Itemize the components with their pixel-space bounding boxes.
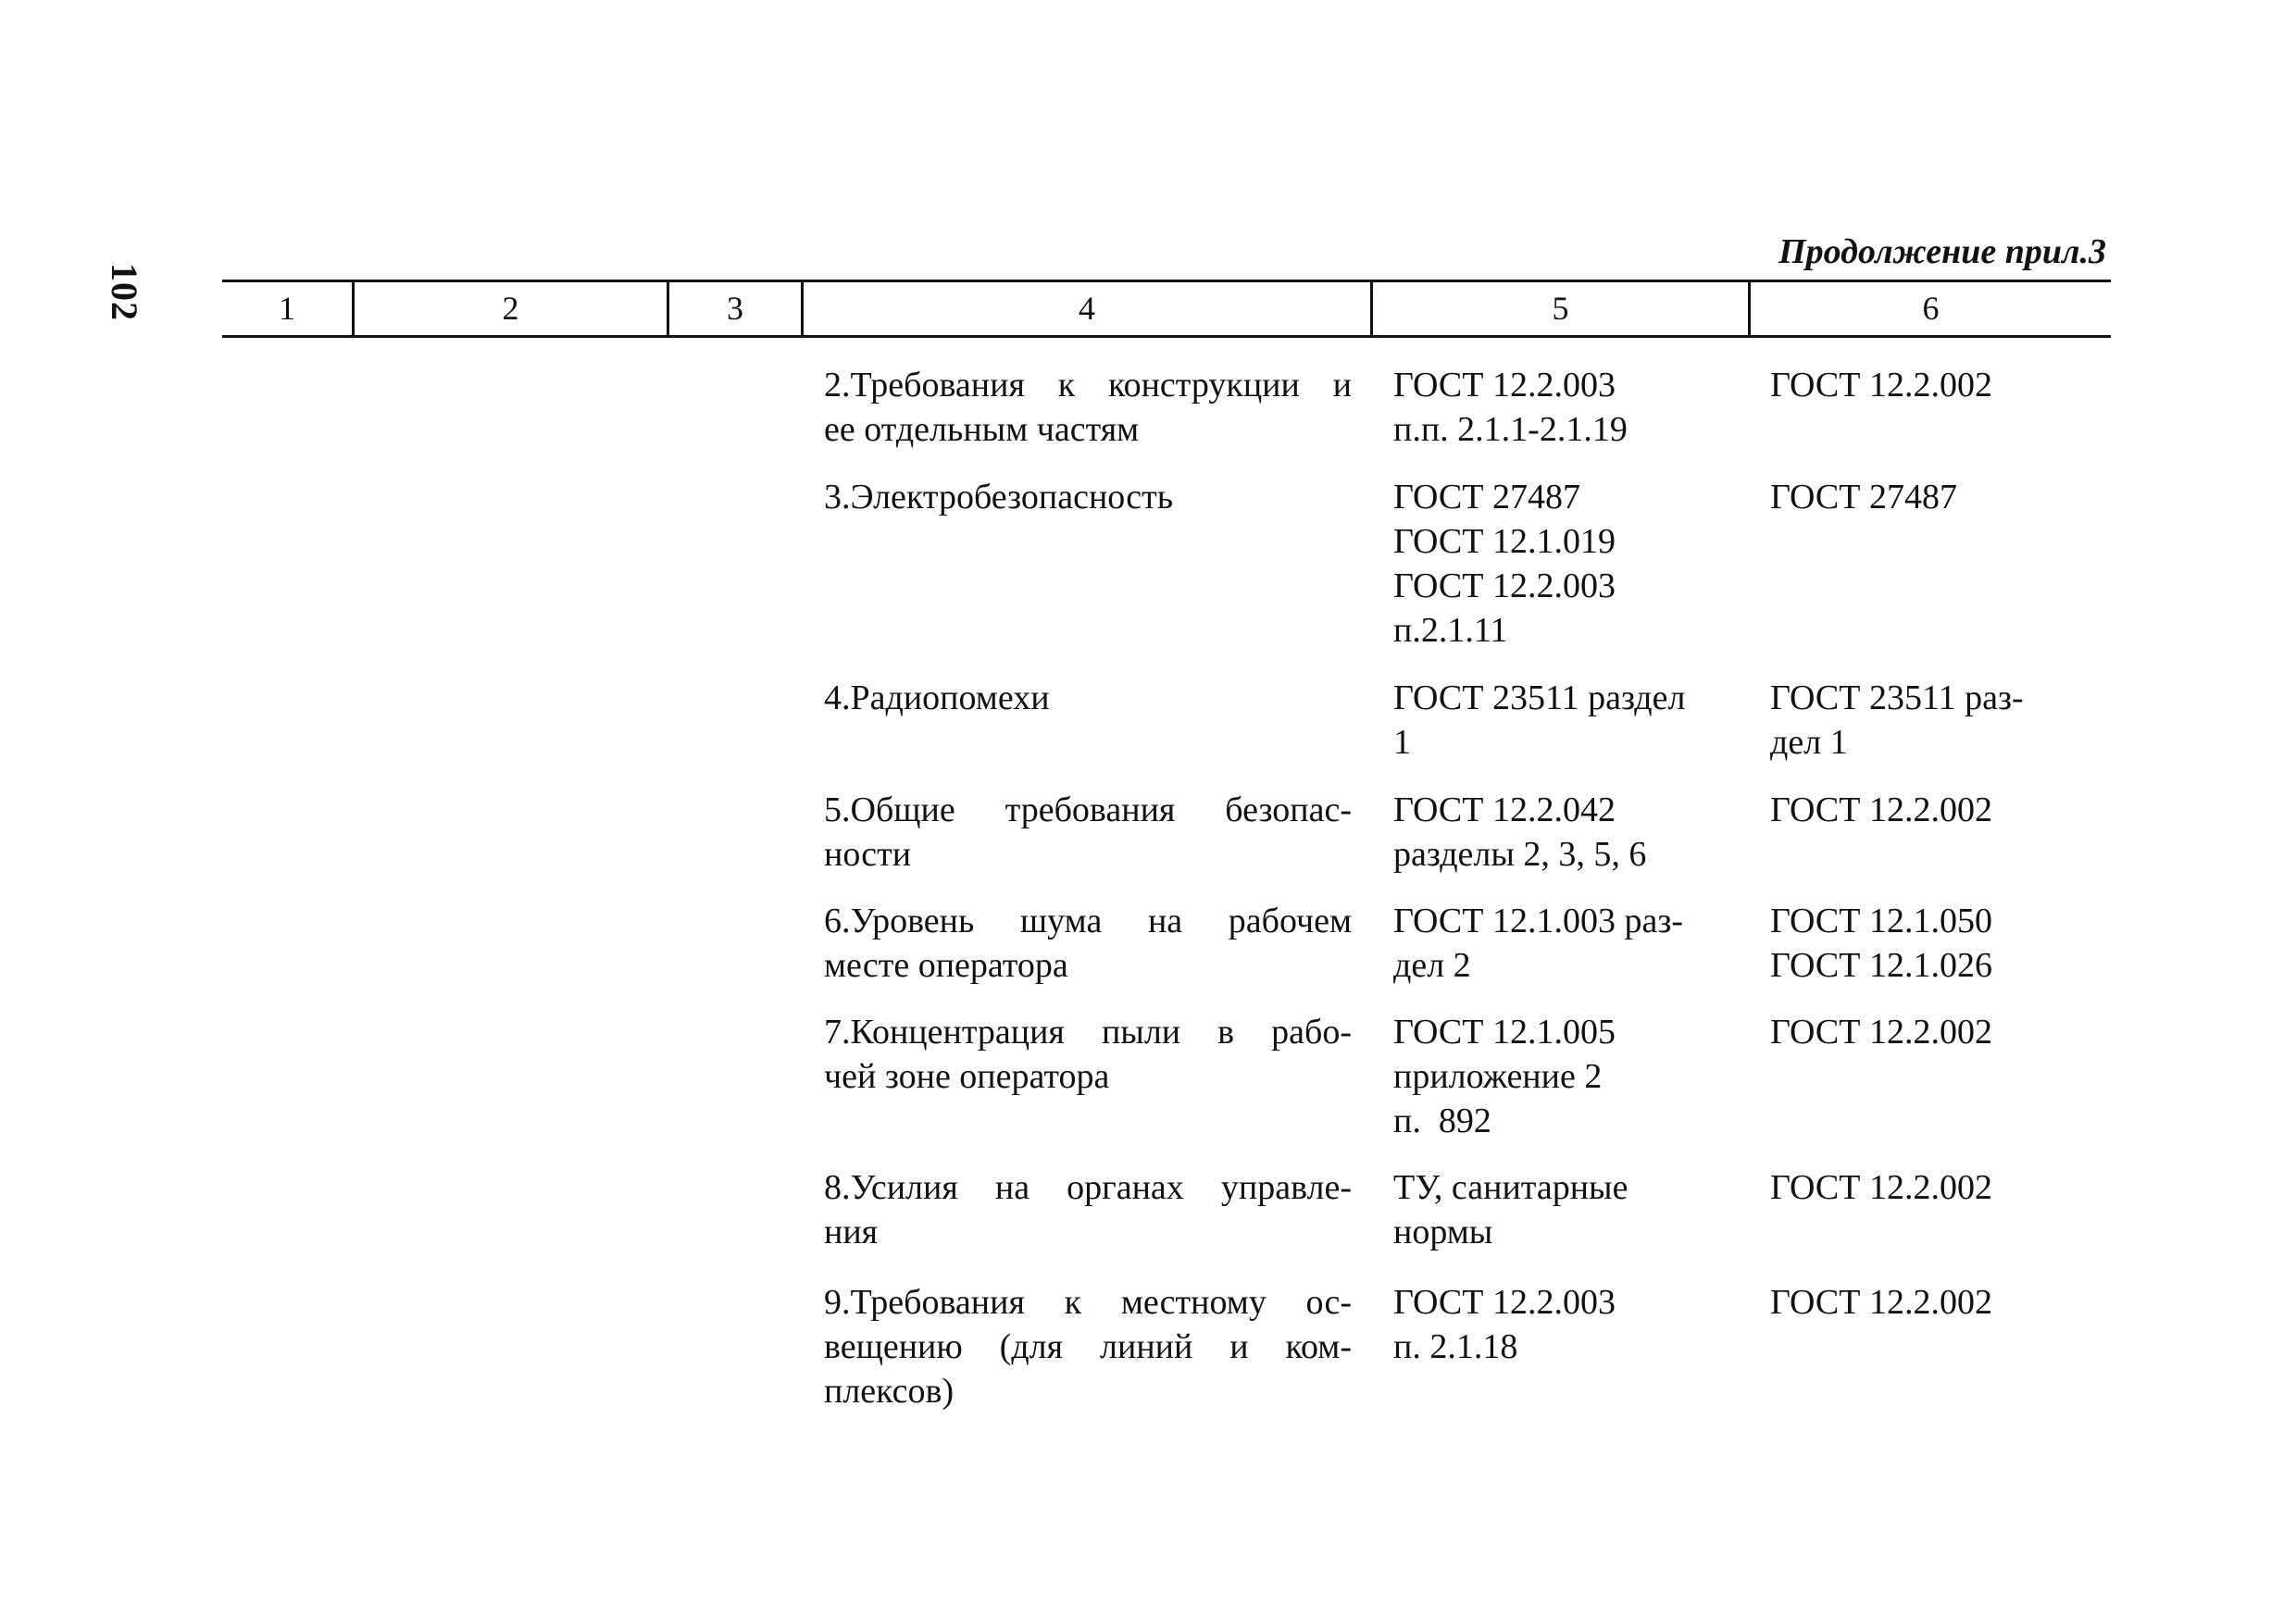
continuation-label: Продолжение прил.3: [1778, 232, 2106, 271]
text-line: п. 892: [1393, 1101, 1491, 1140]
text-line: ГОСТ 12.2.003: [1393, 1283, 1616, 1322]
requirement-cell: [824, 788, 1352, 877]
test-method-cell: [1770, 1165, 2085, 1210]
text-line: дел 2: [1393, 946, 1471, 985]
text-line: чей зоне оператора: [824, 1057, 1110, 1096]
text-line: ГОСТ 12.2.003: [1393, 366, 1616, 404]
test-method-cell: [1770, 1280, 2085, 1325]
standard-cell: [1393, 899, 1745, 988]
text-line: ГОСТ 12.2.002: [1770, 366, 1992, 404]
text-line: 3.Электробезопасность: [824, 478, 1174, 517]
text-line: ГОСТ 12.2.002: [1770, 1283, 1992, 1322]
column-header-2: 2: [502, 290, 519, 327]
standard-cell: [1393, 363, 1745, 452]
text-line: ГОСТ 27487: [1393, 478, 1580, 517]
standard-cell: [1393, 475, 1745, 653]
text-line: вещению (для линий и ком-: [824, 1327, 1352, 1366]
page-number: 102: [104, 263, 145, 321]
text-line: 7.Концентрация пыли в рабо-: [824, 1013, 1352, 1052]
text-line: 1: [1393, 723, 1411, 762]
requirement-cell: [824, 1165, 1352, 1254]
test-method-cell: [1770, 1010, 2085, 1054]
text-line: 9.Требования к местному ос-: [824, 1283, 1352, 1322]
text-line: ТУ, санитарные: [1393, 1168, 1628, 1207]
text-line: разделы 2, 3, 5, 6: [1393, 835, 1647, 874]
requirement-cell: [824, 475, 1352, 519]
text-line: ГОСТ 12.2.042: [1393, 790, 1616, 829]
column-header-3: 3: [727, 290, 743, 327]
text-line: п. 2.1.18: [1393, 1327, 1518, 1366]
test-method-cell: [1770, 788, 2085, 832]
requirement-cell: [824, 1010, 1352, 1099]
text-line: ГОСТ 12.1.026: [1770, 946, 1992, 985]
text-line: плексов): [824, 1372, 955, 1411]
text-line: ГОСТ 12.1.050: [1770, 902, 1992, 940]
text-line: ГОСТ 12.1.019: [1393, 522, 1616, 561]
text-line: приложение 2: [1393, 1057, 1603, 1096]
standard-cell: [1393, 1280, 1745, 1369]
text-line: 6.Уровень шума на рабочем: [824, 902, 1352, 940]
text-line: 2.Требования к конструкции и: [824, 366, 1352, 404]
text-line: ния: [824, 1213, 879, 1251]
text-line: ГОСТ 12.2.002: [1770, 1168, 1992, 1207]
test-method-cell: [1770, 676, 2085, 765]
text-line: ГОСТ 12.1.005: [1393, 1013, 1616, 1052]
text-line: нормы: [1393, 1213, 1493, 1251]
requirement-cell: [824, 363, 1352, 452]
requirement-cell: [824, 676, 1352, 720]
text-line: дел 1: [1770, 723, 1848, 762]
text-line: 8.Усилия на органах управле-: [824, 1168, 1352, 1207]
column-header-5: 5: [1552, 290, 1569, 327]
standard-cell: [1393, 1010, 1745, 1143]
text-line: 4.Радиопомехи: [824, 678, 1050, 717]
text-line: ГОСТ 12.2.002: [1770, 1013, 1992, 1052]
text-line: п.2.1.11: [1393, 611, 1508, 650]
text-line: ГОСТ 27487: [1770, 478, 1957, 517]
column-header-1: 1: [279, 290, 295, 327]
text-line: ГОСТ 12.2.003: [1393, 566, 1616, 605]
column-header-4: 4: [1079, 290, 1095, 327]
requirement-cell: [824, 1280, 1352, 1413]
standard-cell: [1393, 788, 1745, 877]
text-line: ГОСТ 12.2.002: [1770, 790, 1992, 829]
test-method-cell: [1770, 475, 2085, 519]
text-line: ГОСТ 23511 раз-: [1770, 678, 2024, 717]
test-method-cell: [1770, 899, 2085, 988]
standard-cell: [1393, 676, 1745, 765]
column-header-6: 6: [1922, 290, 1940, 327]
text-line: ГОСТ 23511 раздел: [1393, 678, 1686, 717]
requirement-cell: [824, 899, 1352, 988]
test-method-cell: [1770, 363, 2085, 407]
text-line: п.п. 2.1.1-2.1.19: [1393, 410, 1628, 449]
text-line: 5.Общие требования безопас-: [824, 790, 1352, 829]
text-line: ности: [824, 835, 912, 874]
text-line: ее отдельным частям: [824, 410, 1140, 449]
header-bottom-rule: [222, 335, 2111, 338]
text-line: ГОСТ 12.1.003 раз-: [1393, 902, 1684, 940]
standard-cell: [1393, 1165, 1745, 1254]
text-line: месте оператора: [824, 946, 1068, 985]
